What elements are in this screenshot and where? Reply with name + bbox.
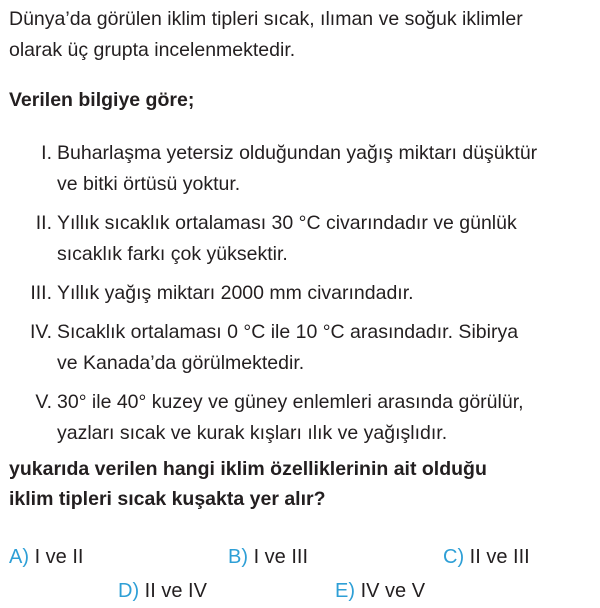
statement-text-line: Yıllık yağış miktarı 2000 mm civarındadır. (57, 282, 414, 304)
statement-text-line: 30° ile 40° kuzey ve güney enlemleri arasında görülür, (57, 391, 524, 413)
option-letter: C) (443, 546, 465, 568)
option-text: IV ve V (360, 580, 426, 602)
intro-line: olarak üç grupta incelenmektedir. (9, 39, 296, 61)
question-line: yukarıda verilen hangi iklim özelliklerinin ait olduğu (9, 458, 487, 480)
statement-numeral: III. (30, 282, 52, 304)
option-letter: A) (9, 546, 29, 568)
answer-option-e[interactable] (335, 579, 425, 603)
statement-text-line: Sıcaklık ortalaması 0 °C ile 10 °C arasındadır. Sibirya (57, 321, 519, 343)
question-line: iklim tipleri sıcak kuşakta yer alır? (9, 488, 326, 510)
statement-text-line: Buharlaşma yetersiz olduğundan yağış miktarı düşüktür (57, 142, 538, 164)
statement-text-line: Yıllık sıcaklık ortalaması 30 °C civarındadır ve günlük (57, 212, 517, 234)
statement-item-2 (0, 208, 600, 270)
statement-text-line: yazları sıcak ve kurak kışları ılık ve yağışlıdır. (57, 422, 448, 444)
intro-line: Dünya’da görülen iklim tipleri sıcak, ılıman ve soğuk iklimler (9, 8, 523, 30)
option-letter: B) (228, 546, 248, 568)
answer-option-a[interactable] (9, 545, 83, 569)
statement-text-line: ve bitki örtüsü yoktur. (57, 173, 241, 195)
option-letter: D) (118, 580, 140, 602)
option-letter: E) (335, 580, 355, 602)
answer-option-b[interactable] (228, 545, 308, 569)
statement-item-1 (0, 138, 600, 200)
option-text: II ve IV (144, 580, 207, 602)
option-text: I ve III (253, 546, 309, 568)
statement-item-4 (0, 317, 600, 379)
answer-option-c[interactable] (443, 545, 530, 569)
intro-paragraph (9, 4, 594, 66)
statement-numeral: I. (41, 142, 52, 164)
statement-list (0, 138, 600, 457)
statement-text-line: sıcaklık farkı çok yüksektir. (57, 243, 288, 265)
question-stem (9, 454, 599, 514)
answer-option-d[interactable] (118, 579, 207, 603)
statement-numeral: V. (35, 391, 52, 413)
prompt-heading: Verilen bilgiye göre; (9, 89, 195, 111)
statement-numeral: IV. (29, 321, 52, 343)
option-text: II ve III (469, 546, 530, 568)
statement-text-line: ve Kanada’da görülmektedir. (57, 352, 305, 374)
option-text: I ve II (34, 546, 84, 568)
statement-item-3 (0, 278, 600, 309)
statement-numeral: II. (35, 212, 52, 234)
statement-item-5 (0, 387, 600, 449)
